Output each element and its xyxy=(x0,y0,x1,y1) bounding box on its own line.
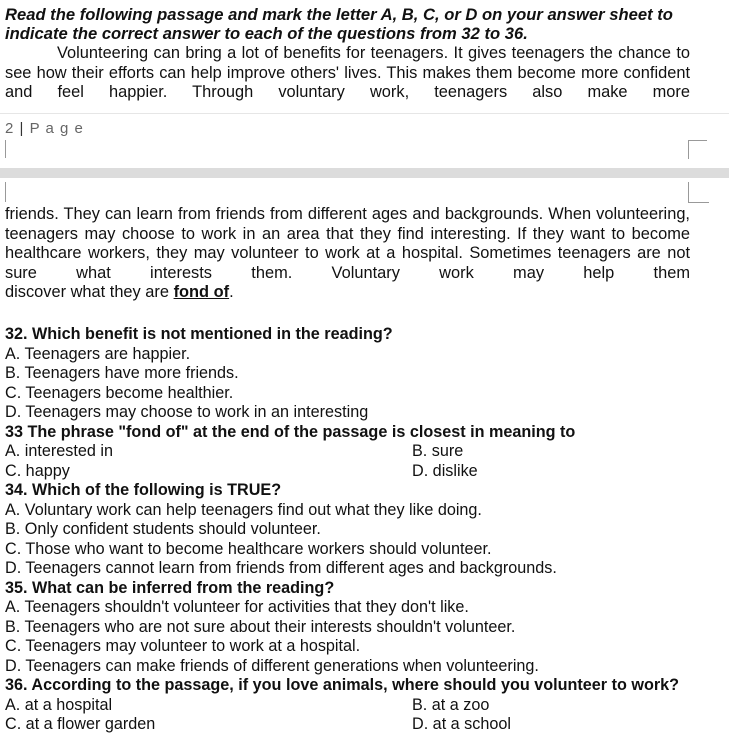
question-36-option-d: D. at a school xyxy=(412,715,511,733)
fond-of-phrase: fond of xyxy=(173,283,230,302)
question-35-option-b: B. Teenagers who are not sure about their interests shouldn't volunteer. xyxy=(5,617,516,636)
question-34-option-d: D. Teenagers cannot learn from friends from different ages and backgrounds. xyxy=(5,559,557,577)
passage-period: . xyxy=(229,283,234,302)
question-33-option-a: A. interested in xyxy=(5,442,113,460)
page-footer xyxy=(5,120,84,137)
question-36-option-c: C. at a flower garden xyxy=(5,715,156,733)
passage-part-1 xyxy=(5,44,690,103)
page-number: 2 xyxy=(5,120,15,137)
question-33-option-d: D. dislike xyxy=(412,461,478,480)
instructions: Read the following passage and mark the letter A, B, C, or D on your answer sheet to indicate the correct answer to each of the questions from 32 to 36. xyxy=(5,5,673,43)
question-33-option-c: C. happy xyxy=(5,461,70,480)
question-35-title: 35. What can be inferred from the reading? xyxy=(5,578,335,597)
page-divider xyxy=(0,113,729,114)
question-34-option-a: A. Voluntary work can help teenagers find out what they like doing. xyxy=(5,500,482,519)
question-33-row-1 xyxy=(5,442,725,462)
question-32-title: 32. Which benefit is not mentioned in the reading? xyxy=(5,325,393,343)
questions-section xyxy=(5,325,725,735)
question-36-row-2 xyxy=(5,715,725,735)
question-35-option-c: C. Teenagers may volunteer to work at a hospital. xyxy=(5,637,361,655)
page-label: P a g e xyxy=(29,120,84,137)
question-36-title: 36. According to the passage, if you love animals, where should you volunteer to work? xyxy=(5,676,680,694)
question-32-option-d: D. Teenagers may choose to work in an interesting xyxy=(5,403,369,421)
page-gap xyxy=(0,168,729,178)
question-34-option-b: B. Only confident students should volunteer. xyxy=(5,520,321,538)
question-33-title: 33 The phrase "fond of" at the end of the passage is closest in meaning to xyxy=(5,422,576,441)
question-34-title: 34. Which of the following is TRUE? xyxy=(5,481,282,499)
question-32-option-a: A. Teenagers are happier. xyxy=(5,344,191,363)
question-33-option-b: B. sure xyxy=(412,442,464,460)
question-32-option-b: B. Teenagers have more friends. xyxy=(5,364,239,382)
passage-part-2 xyxy=(5,205,690,303)
question-35-option-d: D. Teenagers can make friends of different generations when volunteering. xyxy=(5,656,539,675)
crop-mark-top-left xyxy=(5,140,7,158)
question-36-option-a: A. at a hospital xyxy=(5,695,113,714)
crop-mark-bottom-right xyxy=(688,182,709,203)
question-36-row-1 xyxy=(5,696,725,716)
question-35-option-a: A. Teenagers shouldn't volunteer for activities that they don't like. xyxy=(5,598,469,616)
passage-last-line xyxy=(5,283,690,303)
question-32-option-c: C. Teenagers become healthier. xyxy=(5,383,234,402)
passage-text-2: friends. They can learn from friends from different ages and backgrounds. When volunteering, teenagers may choose to work in an area that they find interesting. If they want to become healthcare workers, they may volunteer to work at a hospital. Sometimes teenagers are not sure what interests them. Voluntary work may help them xyxy=(5,205,690,282)
crop-mark-top-right xyxy=(688,140,707,159)
passage-end-text: discover what they are xyxy=(5,283,169,302)
passage-text-1: Volunteering can bring a lot of benefits for teenagers. It gives teenagers the chance to see how their efforts can help improve others' lives. This makes them become more confident and feel happier. Through voluntary work, teenagers also make more xyxy=(5,44,690,102)
question-34-option-c: C. Those who want to become healthcare workers should volunteer. xyxy=(5,539,492,558)
question-36-option-b: B. at a zoo xyxy=(412,695,490,714)
footer-separator: | xyxy=(19,120,25,137)
crop-mark-bottom-left xyxy=(5,182,7,202)
question-33-row-2 xyxy=(5,462,725,482)
